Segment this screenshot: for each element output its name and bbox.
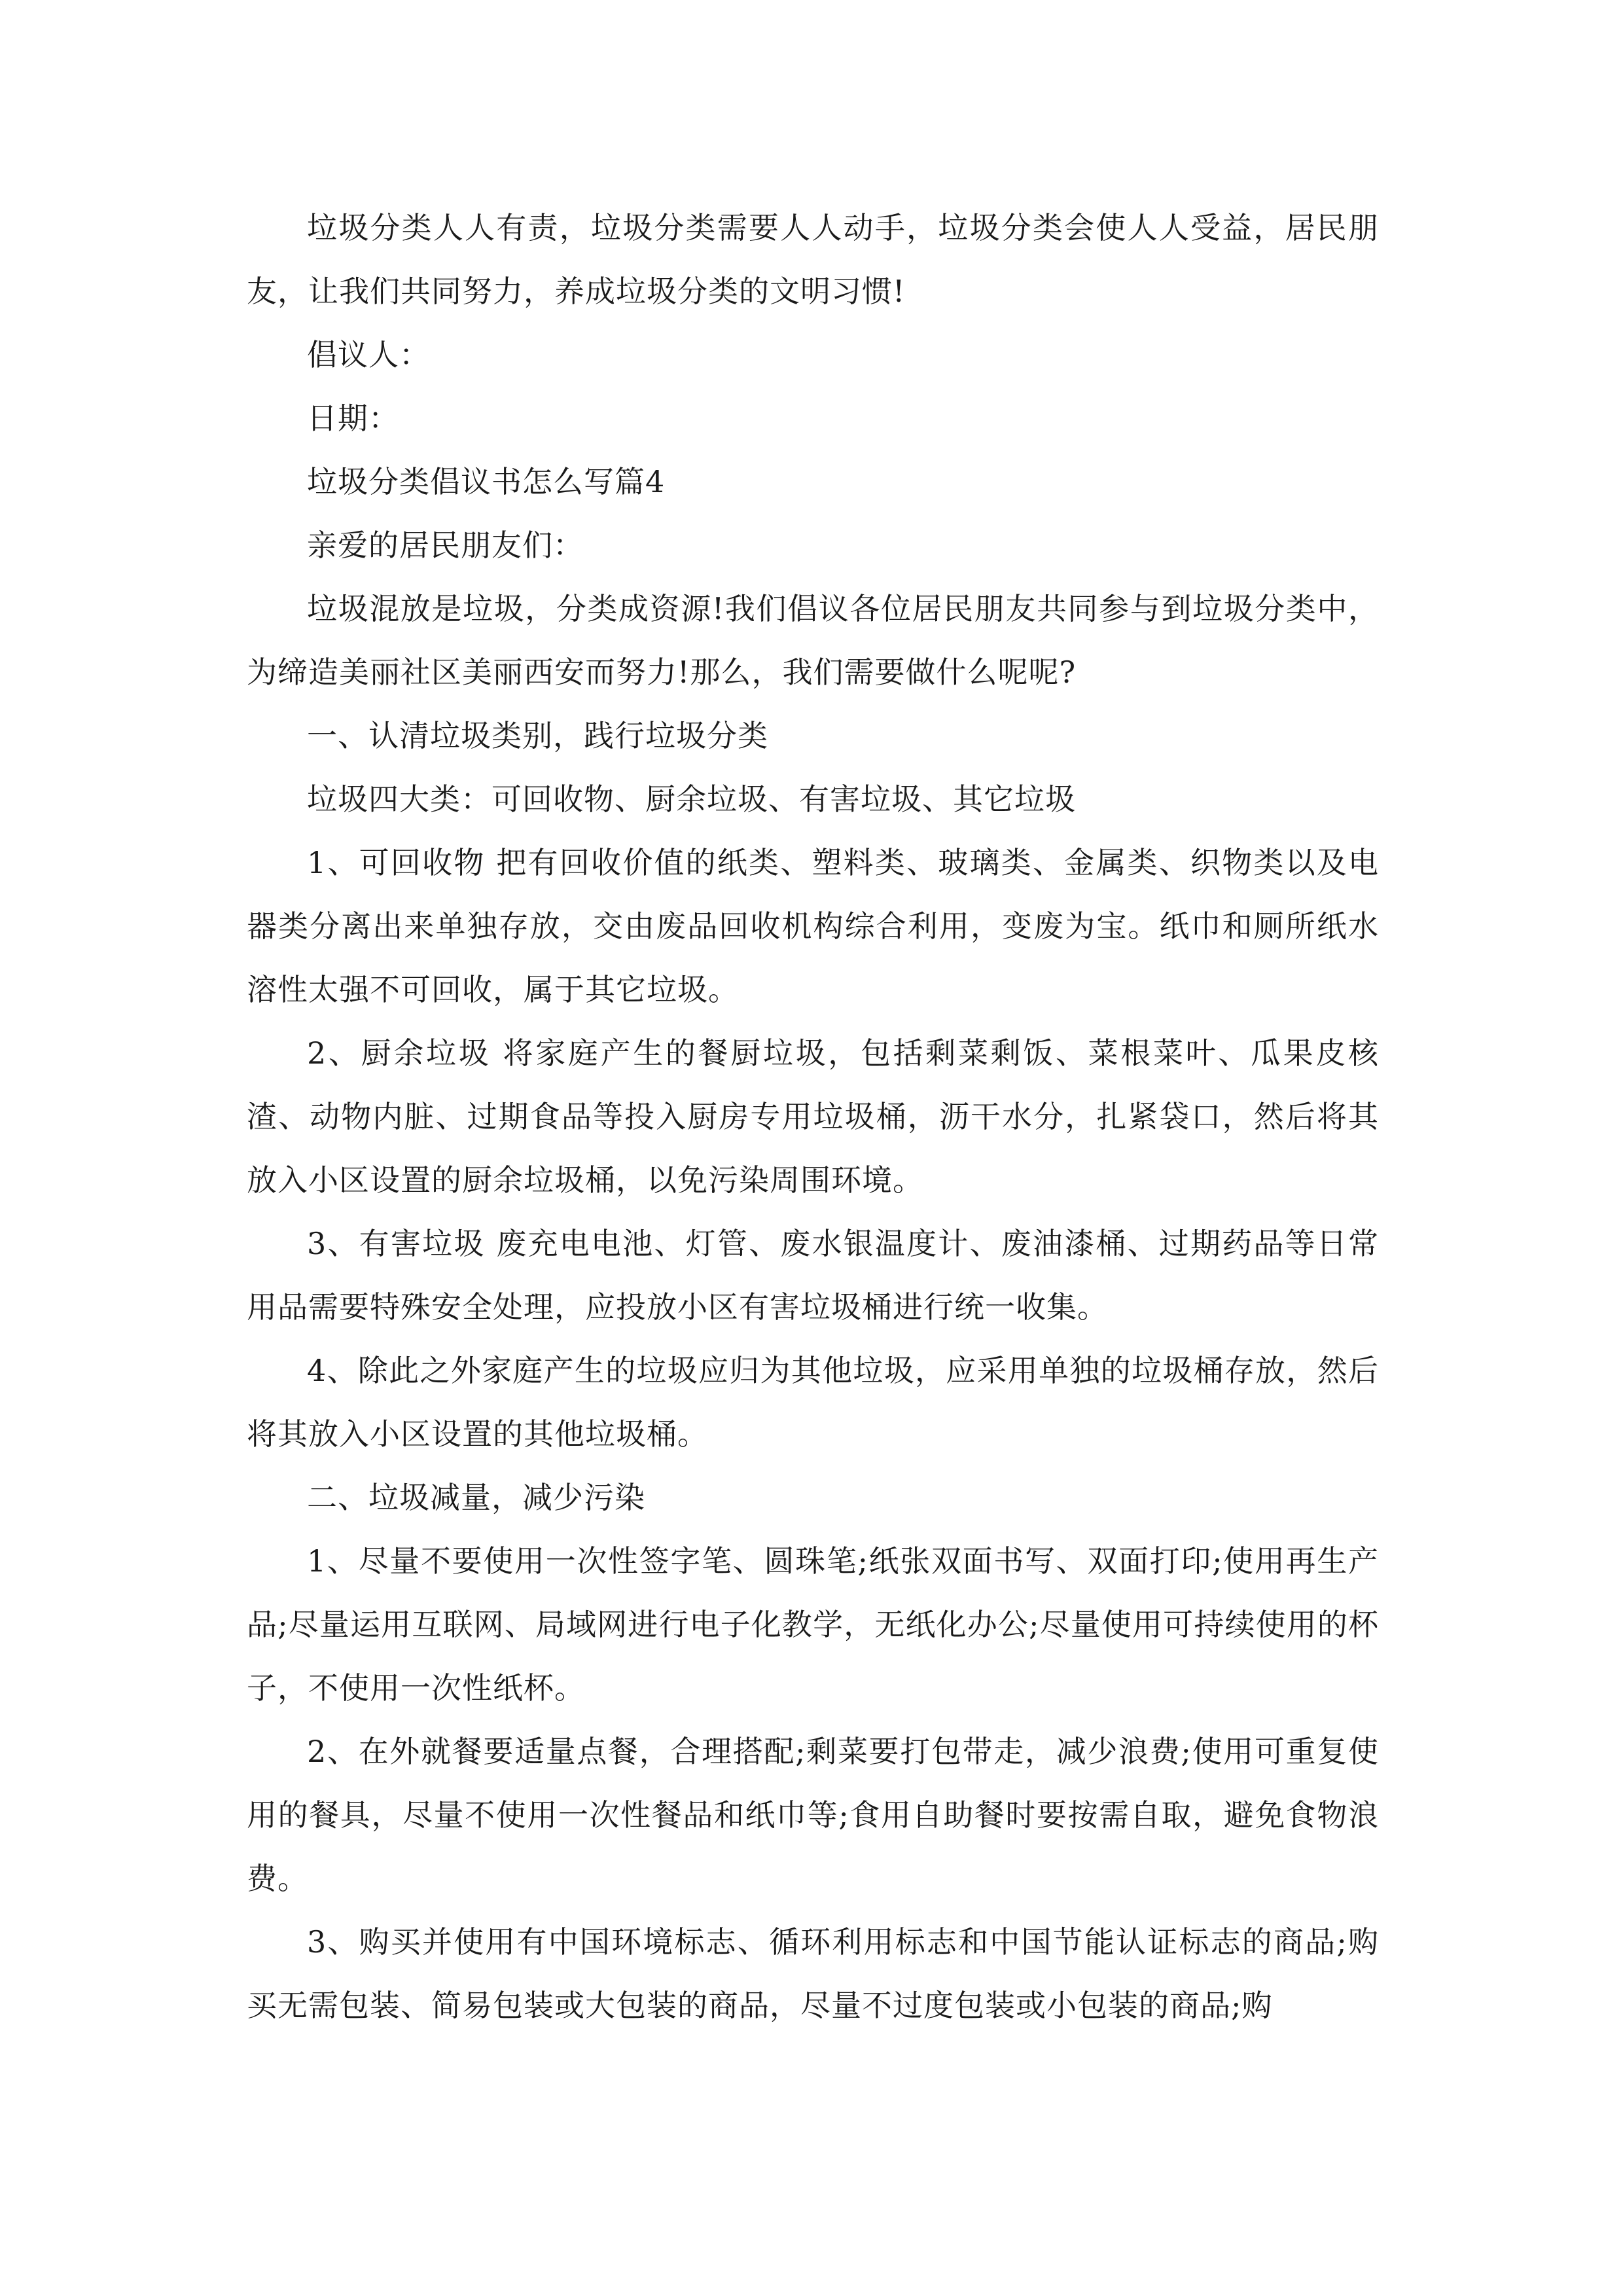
paragraph-date: 日期：: [307, 401, 399, 436]
paragraph-initiator: 倡议人：: [307, 337, 430, 372]
paragraph-closing-appeal: 垃圾分类人人有责，垃圾分类需要人人动手，垃圾分类会使人人受益，居民朋友，让我们共同努力，养成垃圾分类的文明习惯!: [247, 210, 1379, 309]
paragraph-salutation: 亲爱的居民朋友们：: [307, 528, 584, 563]
document-page: [247, 196, 1379, 2037]
paragraph-reduce-2: 2、在外就餐要适量点餐，合理搭配;剩菜要打包带走，减少浪费;使用可重复使用的餐具，尽量不使用一次性餐品和纸巾等;食用自助餐时要按需自取，避免食物浪费。: [247, 1734, 1379, 1896]
paragraph-four-categories: 垃圾四大类：可回收物、厨余垃圾、有害垃圾、其它垃圾: [307, 781, 1076, 817]
paragraph-intro: 垃圾混放是垃圾，分类成资源!我们倡议各位居民朋友共同参与到垃圾分类中，为缔造美丽社区美丽西安而努力!那么，我们需要做什么呢呢?: [247, 591, 1379, 690]
heading-one: 一、认清垃圾类别，践行垃圾分类: [307, 718, 768, 753]
paragraph-hazardous-waste: 3、有害垃圾 废充电电池、灯管、废水银温度计、废油漆桶、过期药品等日常用品需要特殊安全处理，应投放小区有害垃圾桶进行统一收集。: [247, 1226, 1379, 1325]
paragraph-recyclables: 1、可回收物 把有回收价值的纸类、塑料类、玻璃类、金属类、织物类以及电器类分离出来单独存放，交由废品回收机构综合利用，变废为宝。纸巾和厕所纸水溶性太强不可回收，属于其它垃圾。: [247, 845, 1379, 1007]
section-title: 垃圾分类倡议书怎么写篇4: [307, 464, 666, 499]
paragraph-other-waste: 4、除此之外家庭产生的垃圾应归为其他垃圾，应采用单独的垃圾桶存放，然后将其放入小区设置的其他垃圾桶。: [247, 1353, 1379, 1452]
paragraph-reduce-3: 3、购买并使用有中国环境标志、循环利用标志和中国节能认证标志的商品;购买无需包装、简易包装或大包装的商品，尽量不过度包装或小包装的商品;购: [247, 1924, 1379, 2023]
paragraph-kitchen-waste: 2、厨余垃圾 将家庭产生的餐厨垃圾，包括剩菜剩饭、菜根菜叶、瓜果皮核渣、动物内脏、过期食品等投入厨房专用垃圾桶，沥干水分，扎紧袋口，然后将其放入小区设置的厨余垃圾桶，以免污染周围环境。: [247, 1035, 1379, 1198]
paragraph-reduce-1: 1、尽量不要使用一次性签字笔、圆珠笔;纸张双面书写、双面打印;使用再生产品;尽量运用互联网、局域网进行电子化教学，无纸化办公;尽量使用可持续使用的杯子，不使用一次性纸杯。: [247, 1543, 1379, 1706]
heading-two: 二、垃圾减量，减少污染: [307, 1480, 645, 1515]
